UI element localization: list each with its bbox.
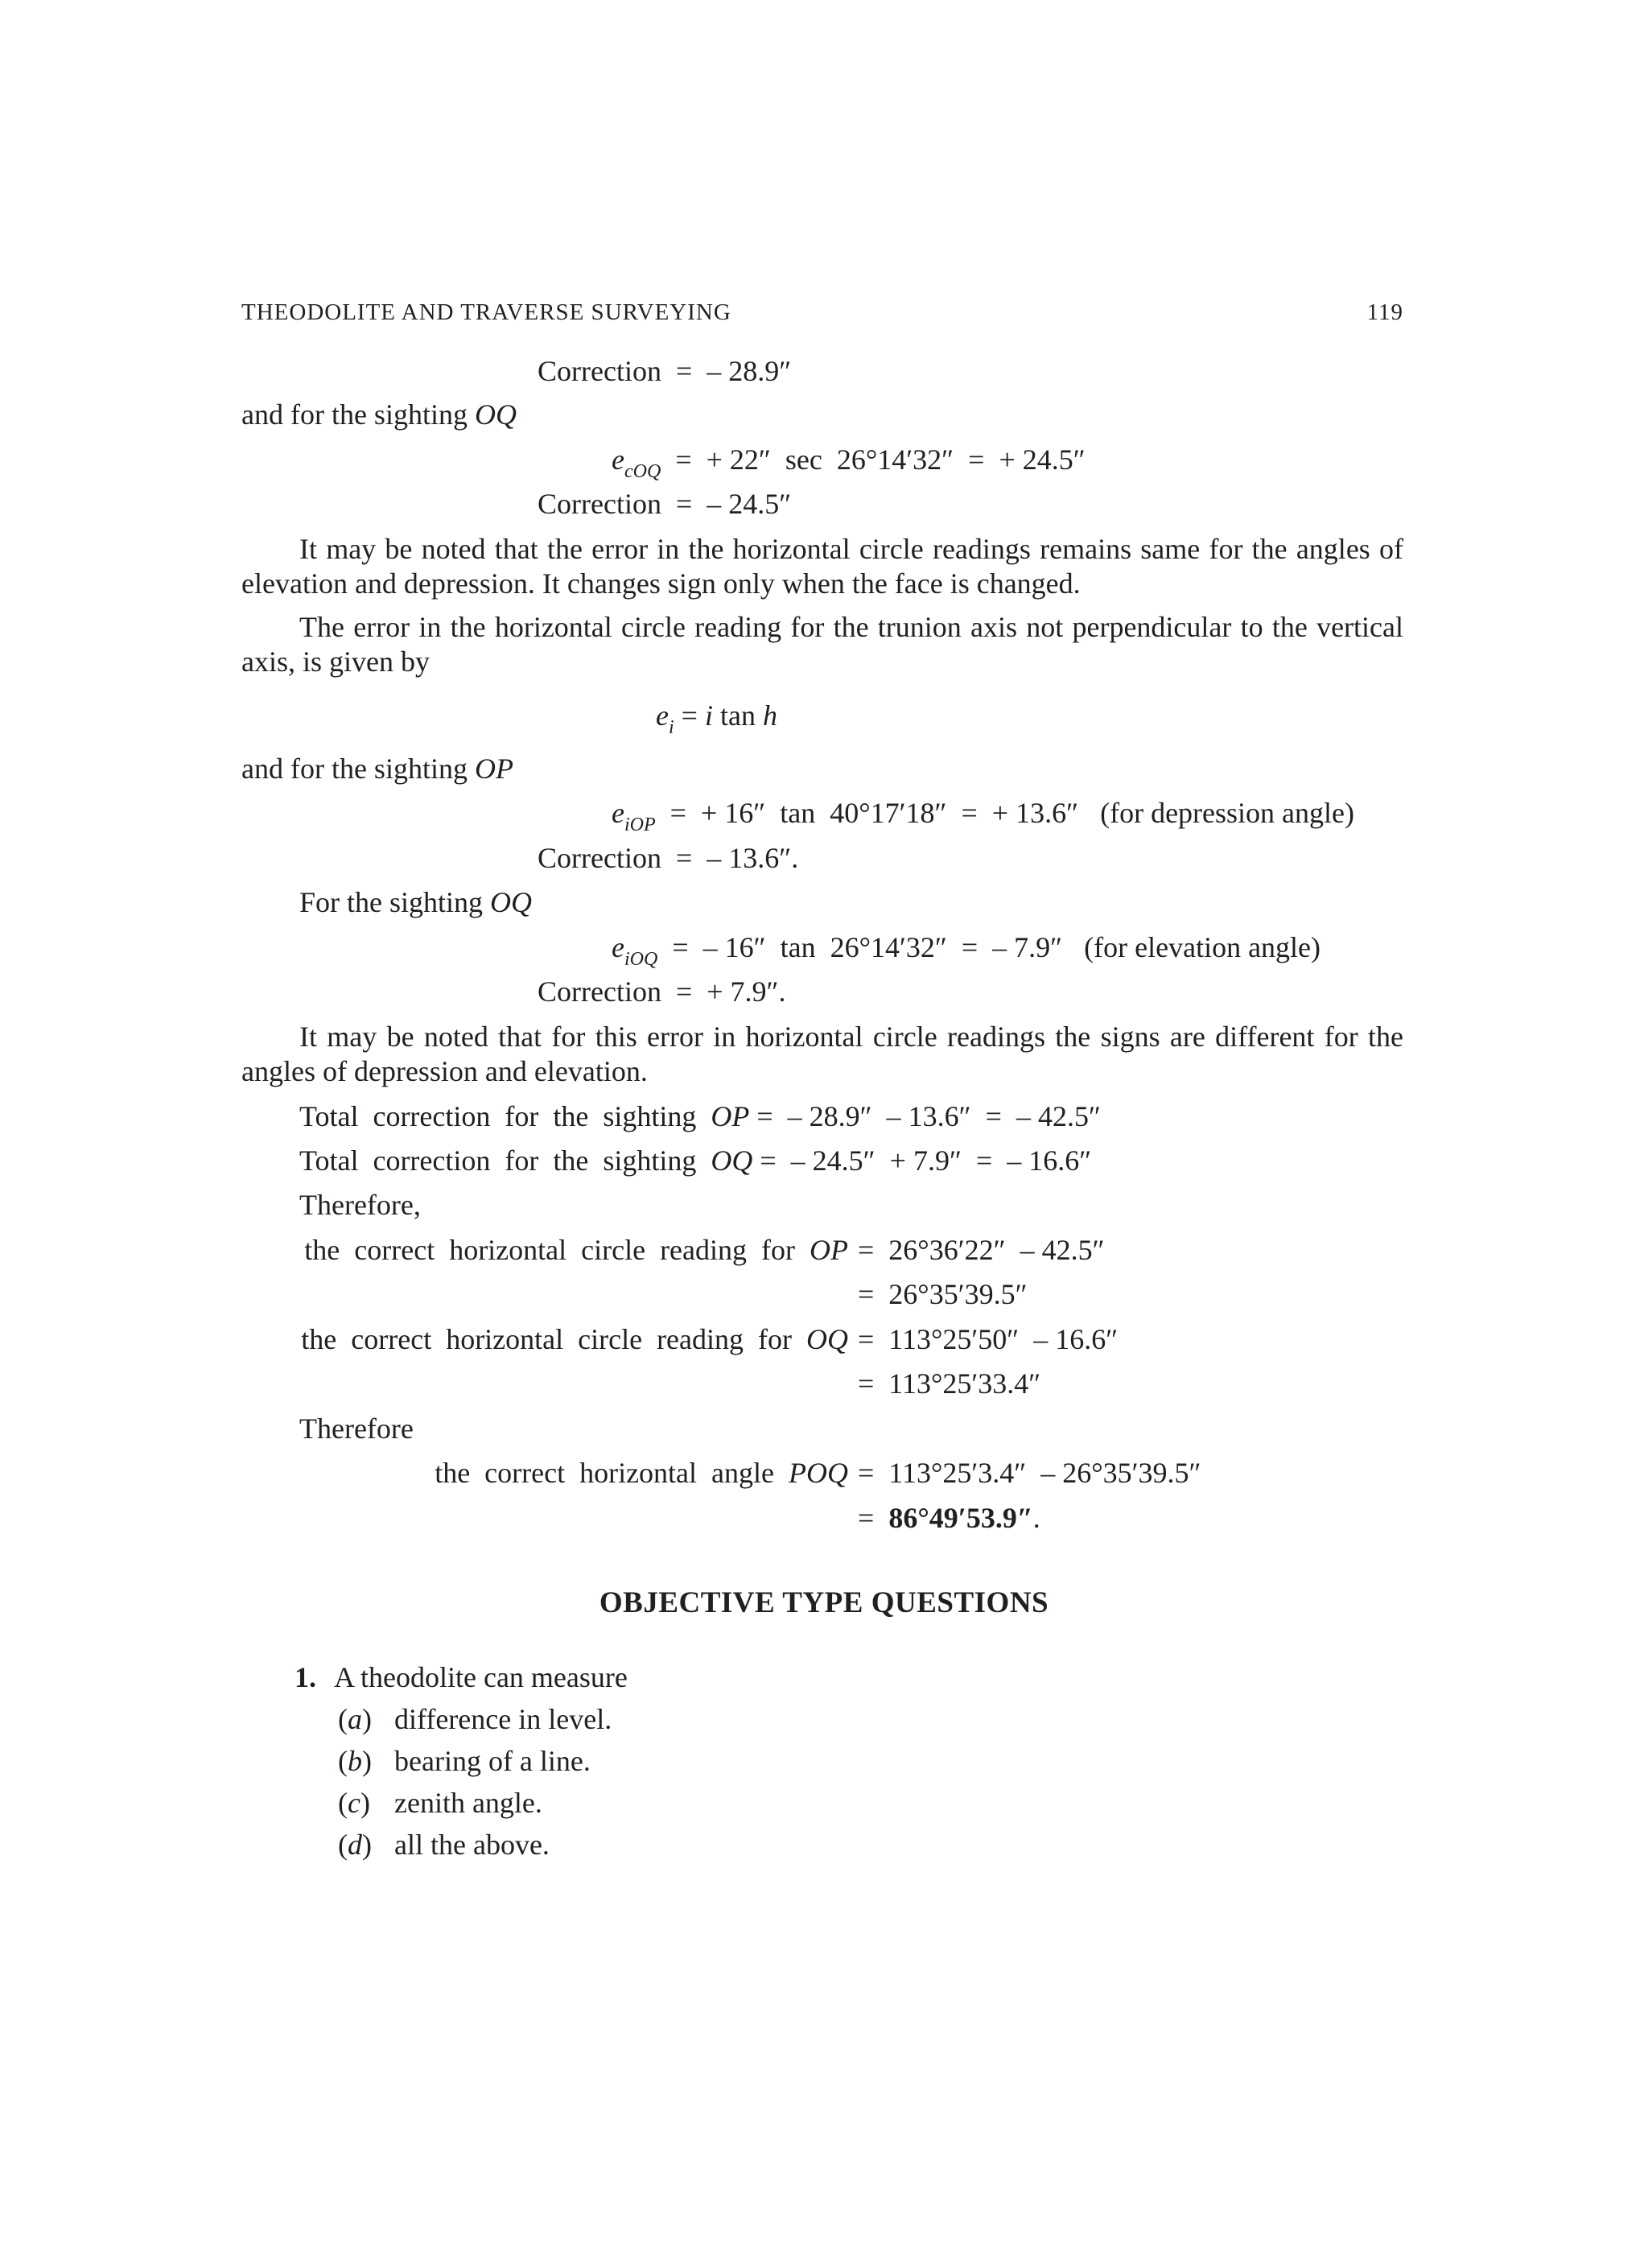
ecoq-rhs: = + 22″ sec 26°14′32″ = + 24.5″ [661, 443, 1086, 476]
chcr-oq-result: = 113°25′33.4″ [858, 1367, 1041, 1400]
option-paren: ) [362, 1703, 372, 1735]
total-correction-op [299, 1102, 1101, 1131]
paragraph-line: It may be noted that the error in the horizontal circle readings remains same for the angles of [299, 533, 1403, 565]
option-a [338, 1705, 612, 1734]
h-symbol: h [762, 699, 777, 732]
cha-result [858, 1503, 1040, 1532]
sighting-oq-intro [299, 888, 532, 917]
option-paren: ( [338, 1787, 348, 1819]
ecoq-equation [612, 445, 1086, 481]
e-symbol: e [612, 931, 624, 963]
question-number: 1. [295, 1661, 316, 1693]
eioq-equation [612, 933, 1320, 969]
total-rhs: = – 28.9″ – 13.6″ = – 42.5″ [749, 1100, 1101, 1132]
total-rhs: = – 24.5″ + 7.9″ = – 16.6″ [752, 1144, 1092, 1177]
tan-text: tan [712, 699, 763, 732]
therefore-text: Therefore [299, 1412, 414, 1445]
equals-sign: = [674, 699, 705, 732]
eioq-rhs: = – 16″ tan 26°14′32″ = – 7.9″ (for elevation angle) [657, 931, 1321, 963]
eiop-subscript: iOP [624, 814, 656, 835]
chcr-op-value: = 26°36′22″ – 42.5″ [858, 1234, 1105, 1266]
oq-label: OQ [711, 1144, 753, 1177]
chcr-op-result: = 26°35′39.5″ [858, 1278, 1028, 1310]
option-text: bearing of a line. [394, 1745, 591, 1777]
chcr-label: the correct horizontal circle reading for [304, 1234, 810, 1266]
correction-line: Correction = + 7.9″. [538, 975, 786, 1008]
paragraph-line: The error in the horizontal circle reading for the trunion axis not perpendicular to the vertical [299, 611, 1403, 643]
op-label: OP [711, 1100, 750, 1132]
paragraph-line: axis, is given by [241, 645, 430, 678]
i-symbol: i [704, 699, 713, 732]
running-header: THEODOLITE AND TRAVERSE SURVEYING [241, 299, 731, 325]
option-d [338, 1830, 550, 1859]
intro-text: and for the sighting [241, 398, 475, 431]
e-symbol: e [612, 443, 624, 476]
chcr-oq-label [241, 1325, 848, 1354]
e-symbol: e [612, 797, 624, 829]
total-label: Total correction for the sighting [299, 1144, 711, 1177]
sighting-oq-intro [241, 400, 517, 429]
section-title: OBJECTIVE TYPE QUESTIONS [599, 1586, 1049, 1619]
option-letter: c [348, 1787, 360, 1819]
e-symbol: e [656, 699, 669, 732]
question-text: A theodolite can measure [334, 1661, 628, 1693]
chcr-op-label [241, 1235, 848, 1264]
paragraph-line: angles of depression and elevation. [241, 1055, 648, 1087]
paragraph-line: It may be noted that for this error in horizontal circle readings the signs are different for the [299, 1021, 1403, 1053]
ei-subscript: i [668, 717, 674, 738]
option-paren: ( [338, 1703, 348, 1735]
question-1 [295, 1663, 628, 1692]
eioq-subscript: iOQ [624, 949, 658, 970]
option-paren: ) [362, 1745, 372, 1777]
option-b [338, 1746, 591, 1775]
oq-label: OQ [806, 1323, 848, 1355]
option-text: all the above. [394, 1829, 550, 1861]
intro-text: and for the sighting [241, 753, 475, 785]
op-label: OP [810, 1234, 848, 1266]
cha-value: = 113°25′3.4″ – 26°35′39.5″ [858, 1457, 1201, 1489]
correction-line: Correction = – 24.5″ [538, 488, 792, 520]
chcr-label: the correct horizontal circle reading for [301, 1323, 806, 1355]
option-paren: ) [362, 1829, 372, 1861]
period: . [1032, 1502, 1040, 1534]
option-letter: b [348, 1745, 362, 1777]
option-c [338, 1788, 542, 1817]
option-paren: ( [338, 1829, 348, 1861]
eiop-rhs: = + 16″ tan 40°17′18″ = + 13.6″ (for depression angle) [655, 797, 1354, 829]
cha-text: the correct horizontal angle [435, 1457, 789, 1489]
option-paren: ( [338, 1745, 348, 1777]
paragraph-line: elevation and depression. It changes sign only when the face is changed. [241, 567, 1081, 600]
sighting-op-intro [241, 754, 513, 783]
option-text: difference in level. [394, 1703, 612, 1735]
eiop-equation [612, 798, 1354, 835]
chcr-oq-value: = 113°25′50″ – 16.6″ [858, 1323, 1119, 1355]
oq-label: OQ [474, 398, 517, 431]
option-letter: d [348, 1829, 362, 1861]
option-paren: ) [360, 1787, 370, 1819]
equals-sign: = [858, 1502, 889, 1534]
poq-label: POQ [789, 1457, 848, 1489]
correction-line: Correction = – 28.9″ [538, 355, 792, 387]
option-letter: a [348, 1703, 362, 1735]
op-label: OP [474, 753, 513, 785]
total-label: Total correction for the sighting [299, 1100, 711, 1132]
page-number: 119 [1366, 299, 1403, 325]
total-correction-oq [299, 1146, 1091, 1175]
final-angle: 86°49′53.9″ [888, 1502, 1033, 1534]
option-text: zenith angle. [393, 1787, 542, 1819]
correction-line: Correction = – 13.6″. [538, 842, 799, 874]
intro-text: For the sighting [299, 886, 491, 918]
oq-label: OQ [490, 886, 533, 918]
cha-label [241, 1458, 848, 1487]
therefore-text: Therefore, [299, 1189, 421, 1221]
ecoq-subscript: cOQ [624, 461, 661, 482]
ei-formula [656, 701, 777, 737]
